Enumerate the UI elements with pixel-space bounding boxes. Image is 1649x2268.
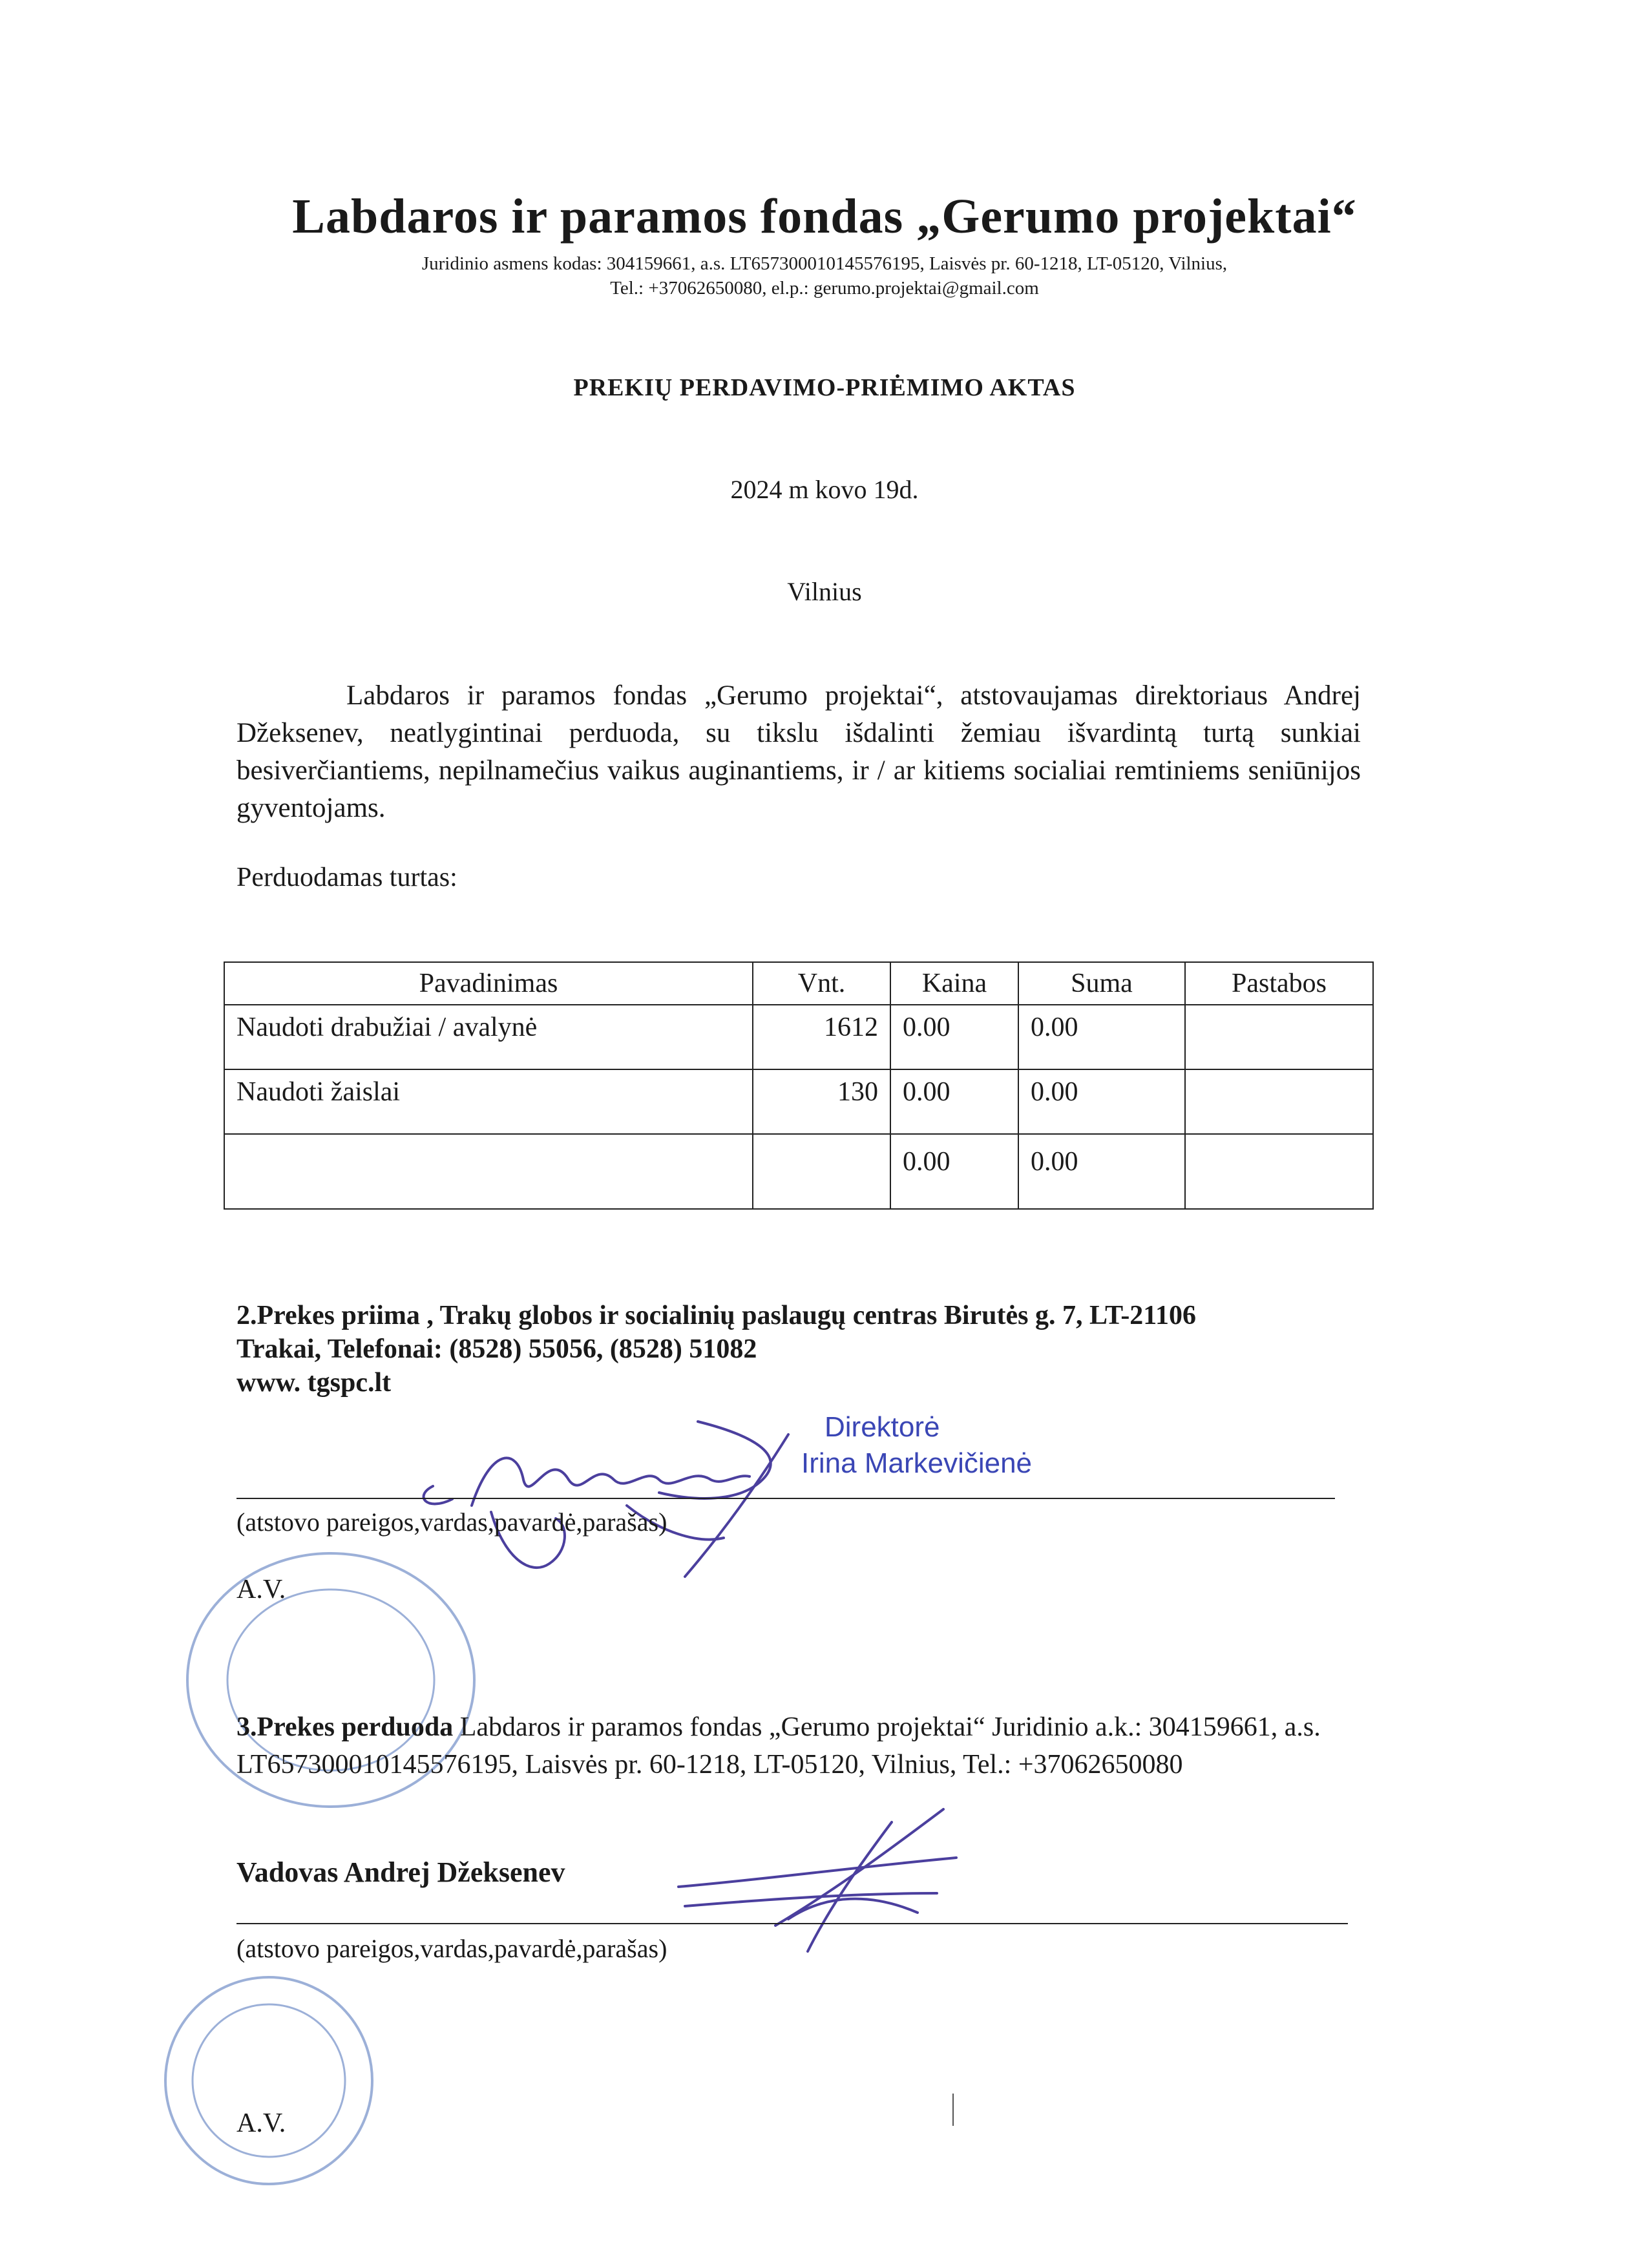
cell-qty: [753, 1134, 890, 1209]
receiver-signature: [336, 1409, 827, 1596]
cell-qty: 1612: [753, 1005, 890, 1069]
cell-price: 0.00: [890, 1134, 1018, 1209]
sender-av-label: A.V.: [236, 2108, 286, 2138]
cell-sum: 0.00: [1018, 1069, 1185, 1134]
organization-details-line1: Juridinio asmens kodas: 304159661, a.s. LT657300010145576195, Laisvės pr. 60-1218, LT-05120, Vilnius,: [421, 253, 1228, 274]
organization-contact-line: Tel.: +37062650080, el.p.: gerumo.projektai@gmail.com: [610, 278, 1039, 299]
sender-lead: 3.Prekes perduoda: [236, 1712, 454, 1742]
table-row: [224, 1069, 1373, 1134]
sender-paragraph: [236, 1708, 1361, 1783]
sender-signature-caption: (atstovo pareigos,vardas,pavardė,parašas): [236, 1934, 667, 1963]
table-row: [224, 1134, 1373, 1209]
receiver-line2: Trakai, Telefonai: (8528) 55056, (8528) 51082: [236, 1334, 757, 1364]
table-row: [224, 1005, 1373, 1069]
cell-qty: 130: [753, 1069, 890, 1134]
cell-price: 0.00: [890, 1069, 1018, 1134]
receiver-signature-line: [236, 1498, 1335, 1499]
scan-mark: [952, 2094, 954, 2126]
receiver-stamp-name: Irina Markevičienė: [801, 1447, 1033, 1479]
cell-name: Naudoti žaislai: [224, 1069, 753, 1134]
cell-price: 0.00: [890, 1005, 1018, 1069]
sender-head-name: Vadovas Andrej Džeksenev: [236, 1856, 565, 1888]
receiver-line1: 2.Prekes priima , Trakų globos ir socialinių paslaugų centras Birutės g. 7, LT-21106: [236, 1301, 1196, 1330]
cell-note: [1185, 1005, 1373, 1069]
header-name: Pavadinimas: [224, 962, 753, 1005]
sender-details: Labdaros ir paramos fondas „Gerumo projektai“ Juridinio a.k.: 304159661, a.s. LT657300010145576195, Laisvės pr. 60-1218, LT-05120, Vilnius, Tel.: +37062650080: [236, 1712, 1321, 1780]
document-place: Vilnius: [787, 577, 862, 606]
document-date: 2024 m kovo 19d.: [730, 475, 919, 504]
cell-note: [1185, 1134, 1373, 1209]
header-notes: Pastabos: [1185, 962, 1373, 1005]
cell-name: [224, 1134, 753, 1209]
assets-label: Perduodamas turtas:: [236, 863, 457, 892]
cell-name: Naudoti drabužiai / avalynė: [224, 1005, 753, 1069]
receiver-av-label: A.V.: [236, 1575, 286, 1604]
receiver-signature-caption: (atstovo pareigos,vardas,pavardė,parašas): [236, 1507, 667, 1537]
cell-sum: 0.00: [1018, 1005, 1185, 1069]
cell-note: [1185, 1069, 1373, 1134]
header-qty: Vnt.: [753, 962, 890, 1005]
sender-signature-line: [236, 1923, 1348, 1924]
intro-paragraph: Labdaros ir paramos fondas „Gerumo projektai“, atstovaujamas direktoriaus Andrej Džeksenev, neatlygintinai perduoda, su tikslu išdalinti žemiau išvardintą turtą sunkiai besiverčiantiems, nepilnamečius vaikus auginantiems, ir / ar kitiems socialiai remtiniems seniūnijos gyventojams.: [236, 680, 1361, 823]
goods-table: [224, 961, 1374, 1210]
receiver-website: www. tgspc.lt: [236, 1368, 392, 1398]
header-price: Kaina: [890, 962, 1018, 1005]
sender-seal: [152, 1964, 385, 2197]
cell-sum: 0.00: [1018, 1134, 1185, 1209]
receiver-stamp-role: Direktorė: [824, 1411, 940, 1443]
sender-signature: [659, 1796, 995, 1964]
organization-title: Labdaros ir paramos fondas „Gerumo projektai“: [292, 189, 1357, 244]
header-sum: Suma: [1018, 962, 1185, 1005]
document-title: PREKIŲ PERDAVIMO-PRIĖMIMO AKTAS: [573, 374, 1076, 401]
table-header-row: [224, 962, 1373, 1005]
